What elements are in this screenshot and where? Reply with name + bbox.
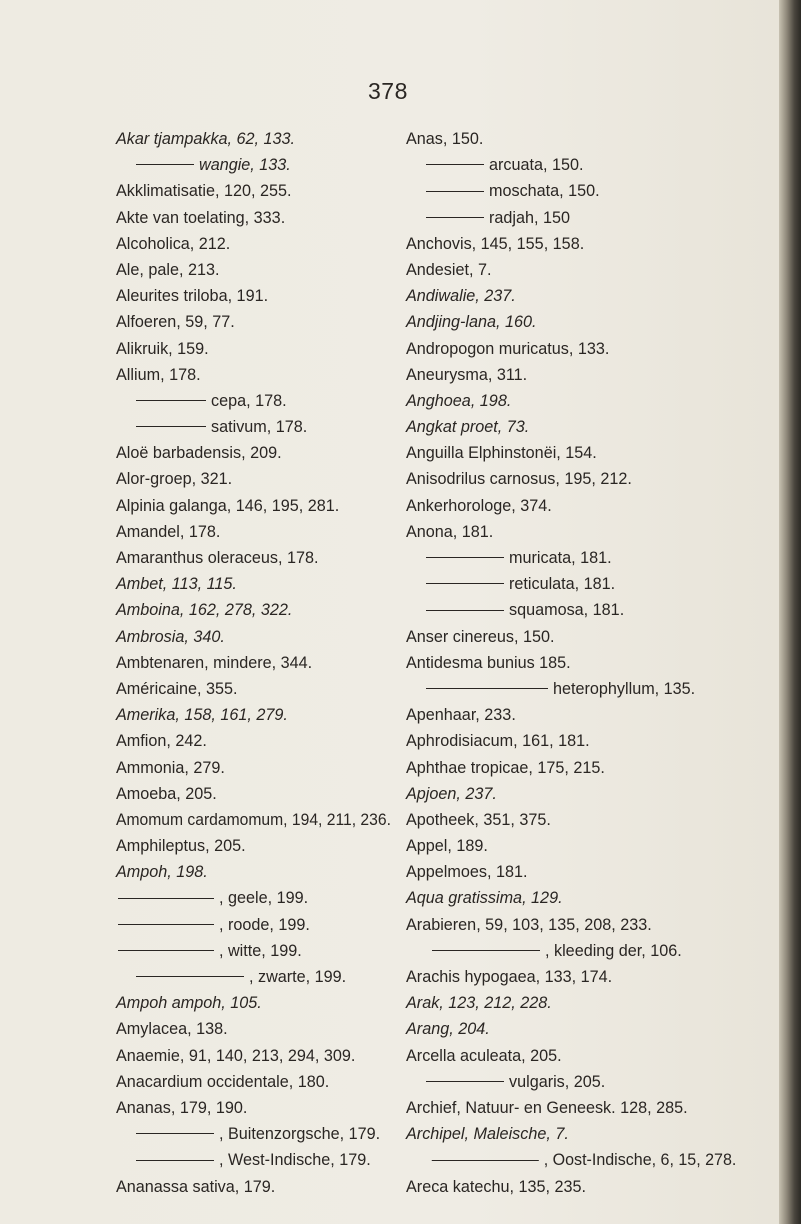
index-entry-text: Akar tjampakka, 62, 133. — [116, 130, 296, 148]
index-entry — [406, 205, 736, 231]
index-entry — [406, 126, 736, 152]
index-entry-text: Areca katechu, 135, 235. — [406, 1177, 586, 1196]
index-entry-text: Arak, 123, 212, 228. — [406, 994, 552, 1013]
index-entry-text: arcuata, 150. — [489, 156, 584, 175]
repeat-dash — [426, 610, 504, 611]
index-entry-text: Anchovis, 145, 155, 158. — [406, 234, 585, 253]
index-entry-text: Anghoea, 198. — [406, 391, 512, 410]
index-entry-text: Andjing-lana, 160. — [406, 313, 537, 332]
index-entry — [116, 807, 391, 833]
index-entry — [406, 178, 736, 204]
index-entry — [116, 126, 391, 152]
index-entry-text: heterophyllum, 135. — [553, 679, 696, 698]
index-entry-text: Alikruik, 159. — [116, 339, 209, 358]
index-entry — [406, 624, 736, 650]
index-entry — [116, 755, 391, 781]
repeat-dash — [136, 976, 244, 977]
repeat-dash — [136, 1160, 214, 1161]
index-entry — [406, 1121, 736, 1147]
repeat-dash — [118, 898, 214, 899]
index-entry-text: vulgaris, 205. — [509, 1072, 606, 1091]
index-entry — [406, 571, 736, 597]
repeat-dash — [426, 191, 484, 192]
index-entry-text: Amphileptus, 205. — [116, 837, 246, 856]
index-entry — [406, 1043, 736, 1069]
repeat-dash — [426, 164, 484, 165]
repeat-dash — [426, 1081, 504, 1082]
index-entry — [116, 309, 391, 335]
index-entry — [406, 362, 736, 388]
index-entry-text: Aleurites triloba, 191. — [116, 287, 269, 306]
index-entry-text: Aloë barbadensis, 209. — [116, 444, 282, 463]
index-entry-text: reticulata, 181. — [509, 575, 616, 594]
index-entry — [406, 388, 736, 414]
index-entry — [406, 1016, 736, 1042]
index-entry-text: squamosa, 181. — [509, 601, 625, 620]
index-entry — [406, 990, 736, 1016]
index-entry — [406, 309, 736, 335]
index-entry-text: , Oost-Indische, 6, 15, 278. — [543, 1151, 737, 1170]
index-entry-text: cepa, 178. — [211, 391, 287, 410]
index-entry — [406, 414, 736, 440]
index-entry — [406, 1147, 737, 1173]
index-entry — [406, 152, 736, 178]
index-entry — [406, 650, 736, 676]
repeat-dash — [118, 950, 214, 951]
index-entry — [116, 231, 391, 257]
index-entry-text: , geele, 199. — [219, 889, 309, 908]
index-entry — [116, 676, 391, 702]
index-entry — [116, 833, 391, 859]
index-entry — [406, 545, 736, 571]
index-entry-text: Archipel, Maleische, 7. — [406, 1125, 569, 1144]
index-column-right — [406, 126, 736, 1200]
index-entry — [116, 1174, 391, 1200]
index-entry — [116, 545, 391, 571]
index-entry-text: moschata, 150. — [489, 182, 600, 201]
index-entry — [116, 964, 391, 990]
index-entry-text: Alor-groep, 321. — [116, 470, 233, 489]
index-entry — [116, 885, 391, 911]
index-entry-text: Ammonia, 279. — [116, 758, 225, 777]
index-entry-text: Aphrodisiacum, 161, 181. — [406, 732, 590, 751]
index-entry-text: Anona, 181. — [406, 522, 494, 541]
index-entry-text: Aqua gratissima, 129. — [406, 889, 563, 908]
index-entry-text: wangie, 133. — [199, 156, 291, 175]
index-entry — [116, 702, 391, 728]
index-entry-text: Ambet, 113, 115. — [116, 575, 237, 594]
index-entry-text: Amomum cardamomum, 194, 211, 236. — [116, 810, 391, 829]
index-entry — [116, 1121, 391, 1147]
index-entry — [116, 1147, 391, 1173]
repeat-dash — [426, 688, 548, 689]
repeat-dash — [426, 557, 504, 558]
index-entry — [116, 257, 391, 283]
index-entry-text: Appelmoes, 181. — [406, 863, 528, 882]
index-entry — [406, 336, 736, 362]
index-entry-text: muricata, 181. — [509, 549, 612, 567]
index-entry-text: , zwarte, 199. — [249, 968, 347, 986]
index-entry — [406, 676, 736, 702]
index-entry-text: sativum, 178. — [211, 418, 308, 437]
index-entry — [406, 283, 736, 309]
index-entry-text: radjah, 150 — [489, 208, 571, 227]
index-entry-text: Apjoen, 237. — [406, 784, 497, 803]
index-entry — [406, 597, 736, 623]
index-entry — [406, 466, 736, 492]
index-entry — [116, 178, 391, 204]
index-entry — [116, 938, 391, 964]
index-entry — [116, 388, 391, 414]
repeat-dash — [136, 426, 206, 427]
index-entry — [116, 336, 391, 362]
index-entry — [406, 231, 736, 257]
index-entry-text: Amfion, 242. — [116, 732, 207, 751]
index-entry — [116, 1069, 391, 1095]
page-number: 378 — [368, 78, 408, 104]
index-entry-text: Anaemie, 91, 140, 213, 294, 309. — [116, 1046, 356, 1065]
index-entry-text: Anguilla Elphinstonëi, 154. — [406, 444, 597, 463]
index-entry-text: Arcella aculeata, 205. — [406, 1046, 562, 1065]
repeat-dash — [136, 1133, 214, 1134]
index-entry-text: Ananassa sativa, 179. — [116, 1177, 276, 1196]
index-entry-text: Archief, Natuur- en Geneesk. 128, 285. — [406, 1098, 688, 1117]
repeat-dash — [432, 950, 540, 951]
index-entry — [116, 990, 391, 1016]
index-entry-text: Aphthae tropicae, 175, 215. — [406, 758, 605, 777]
repeat-dash — [136, 400, 206, 401]
index-entry-text: Amandel, 178. — [116, 522, 221, 541]
index-entry — [116, 859, 391, 885]
index-entry-text: Amaranthus oleraceus, 178. — [116, 549, 319, 567]
index-entry — [116, 362, 391, 388]
index-column-left — [116, 126, 391, 1200]
index-entry — [116, 440, 391, 466]
index-entry-text: Alpinia galanga, 146, 195, 281. — [116, 496, 340, 515]
index-entry — [116, 1016, 391, 1042]
index-entry — [116, 1043, 391, 1069]
index-entry — [116, 414, 391, 440]
index-entry-text: , kleeding der, 106. — [545, 941, 682, 960]
index-entry — [406, 493, 736, 519]
index-entry — [116, 152, 391, 178]
index-entry-text: Aneurysma, 311. — [406, 365, 528, 384]
index-entry — [116, 650, 391, 676]
page-edge — [779, 0, 801, 1224]
index-entry — [406, 1069, 736, 1095]
index-entry — [406, 519, 736, 545]
index-entry — [116, 519, 391, 545]
repeat-dash — [432, 1160, 539, 1161]
index-entry-text: , Buitenzorgsche, 179. — [219, 1125, 381, 1144]
index-entry — [406, 859, 736, 885]
index-entry-text: Anisodrilus carnosus, 195, 212. — [406, 470, 632, 489]
index-entry-text: Akklimatisatie, 120, 255. — [116, 182, 292, 201]
index-entry-text: Andiwalie, 237. — [406, 287, 516, 306]
repeat-dash — [426, 217, 484, 218]
index-entry — [116, 493, 391, 519]
index-entry — [406, 440, 736, 466]
index-entry-text: Amerika, 158, 161, 279. — [116, 706, 288, 725]
index-entry-text: Américaine, 355. — [116, 679, 238, 698]
index-entry — [116, 1095, 391, 1121]
index-entry-text: Anser cinereus, 150. — [406, 627, 555, 646]
index-entry — [116, 728, 391, 754]
index-entry-text: Akte van toelating, 333. — [116, 208, 286, 227]
index-entry-text: Andesiet, 7. — [406, 260, 492, 279]
index-entry-text: , West-Indische, 179. — [219, 1151, 371, 1170]
repeat-dash — [118, 924, 214, 925]
index-entry — [406, 807, 736, 833]
index-entry-text: Appel, 189. — [406, 837, 488, 856]
index-entry — [406, 885, 736, 911]
index-entry-text: , witte, 199. — [219, 941, 302, 960]
index-entry-text: , roode, 199. — [219, 915, 310, 934]
index-entry-text: Arabieren, 59, 103, 135, 208, 233. — [406, 915, 652, 934]
index-entry — [116, 205, 391, 231]
index-entry-text: Alcoholica, 212. — [116, 234, 231, 253]
index-entry — [406, 257, 736, 283]
index-entry-text: Ampoh, 198. — [116, 863, 208, 882]
index-entry-text: Amylacea, 138. — [116, 1020, 228, 1039]
repeat-dash — [136, 164, 194, 165]
index-entry-text: Amboina, 162, 278, 322. — [116, 601, 293, 620]
index-entry-text: Antidesma bunius 185. — [406, 653, 571, 672]
index-entry-text: Ambrosia, 340. — [116, 627, 225, 646]
index-entry — [406, 728, 736, 754]
index-entry-text: Alfoeren, 59, 77. — [116, 313, 235, 332]
index-entry — [406, 755, 736, 781]
index-entry — [116, 781, 391, 807]
index-entry — [406, 833, 736, 859]
index-entry — [116, 912, 391, 938]
index-entry-text: Ambtenaren, mindere, 344. — [116, 653, 313, 672]
index-entry-text: Angkat proet, 73. — [406, 418, 530, 437]
index-entry — [406, 938, 736, 964]
index-entry-text: Ankerhorologe, 374. — [406, 496, 552, 515]
index-entry-text: Anacardium occidentale, 180. — [116, 1072, 330, 1091]
index-entry-text: Ale, pale, 213. — [116, 260, 220, 279]
index-entry-text: Apenhaar, 233. — [406, 706, 516, 725]
index-entry — [406, 912, 736, 938]
index-entry-text: Anas, 150. — [406, 130, 484, 148]
repeat-dash — [426, 583, 504, 584]
index-entry — [116, 571, 391, 597]
index-entry-text: Arang, 204. — [406, 1020, 490, 1039]
index-entry-text: Amoeba, 205. — [116, 784, 217, 803]
index-entry — [116, 283, 391, 309]
index-entry — [116, 624, 391, 650]
index-entry-text: Ampoh ampoh, 105. — [116, 994, 262, 1013]
index-entry — [406, 1095, 736, 1121]
index-entry-text: Allium, 178. — [116, 365, 201, 384]
index-entry — [116, 597, 391, 623]
index-entry-text: Arachis hypogaea, 133, 174. — [406, 968, 613, 986]
index-entry — [116, 466, 391, 492]
index-entry-text: Ananas, 179, 190. — [116, 1098, 248, 1117]
index-entry-text: Andropogon muricatus, 133. — [406, 339, 610, 358]
index-entry — [406, 781, 736, 807]
index-entry — [406, 702, 736, 728]
index-entry-text: Apotheek, 351, 375. — [406, 810, 551, 829]
index-entry — [406, 964, 736, 990]
index-entry — [406, 1174, 736, 1200]
